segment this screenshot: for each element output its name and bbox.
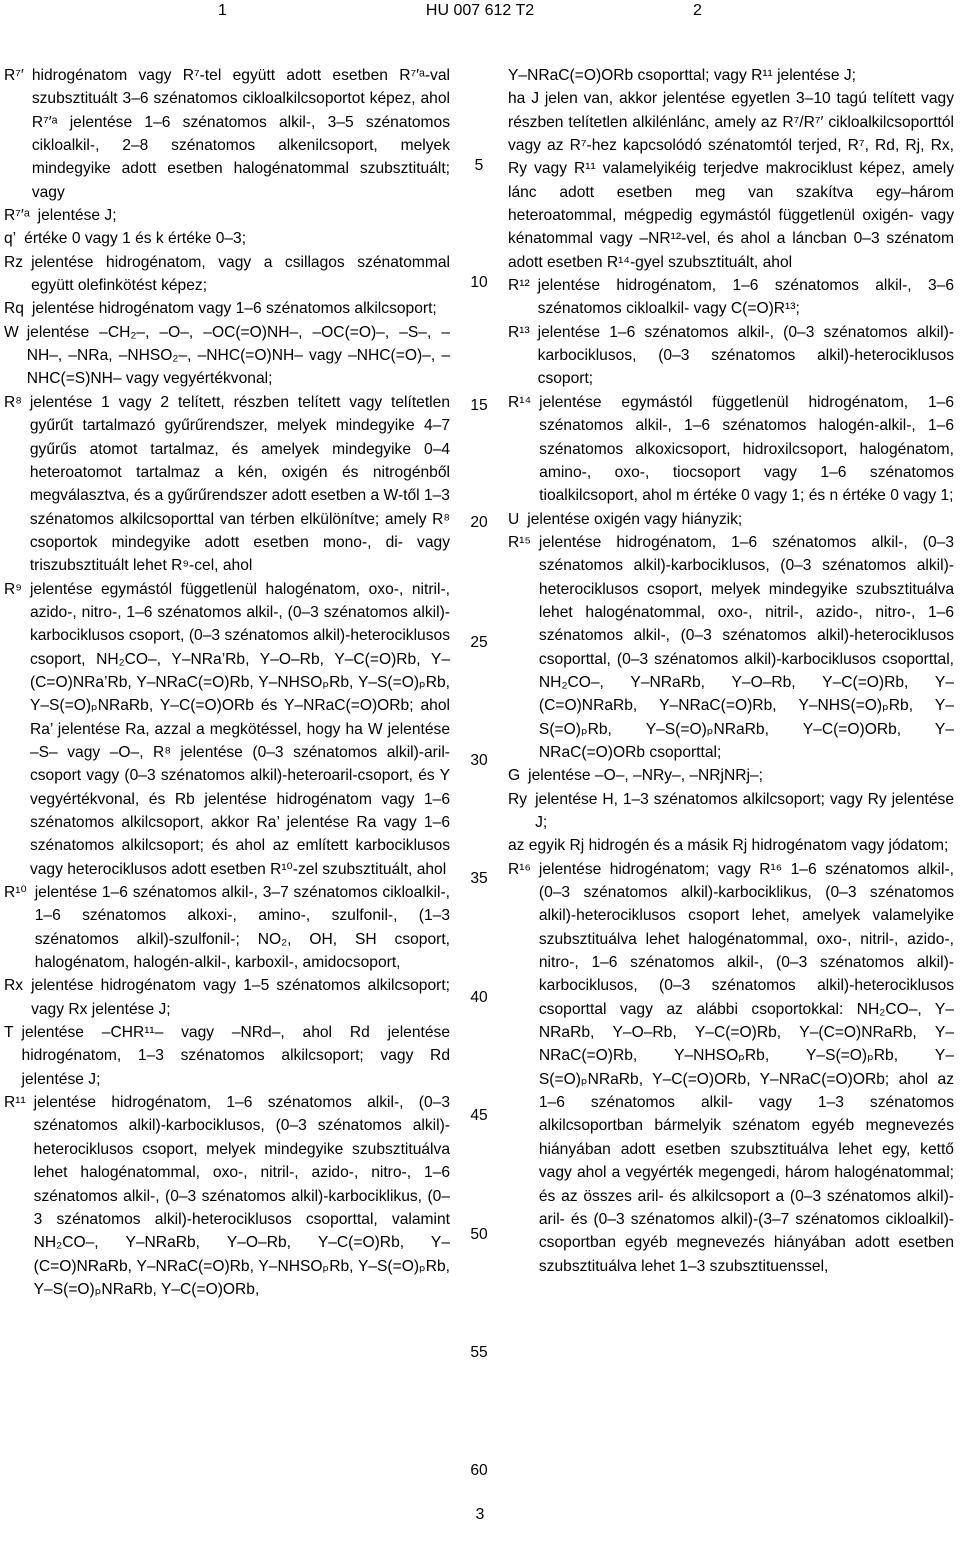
definition-text: jelentése hidrogénatom, 1–6 szénatomos alkil-, (0–3 szénatomos alkil)-karbociklusos, (0–3 szénatomos alkil)-heterociklusos csoport, melyek mindegyike szubsztituálva lehet halogénatommal, oxo-, nitril-, azido-, nitro-, 1–6 szénatomos alkil-, (0–3 szénatomos alkil)-karbociklikus, (0–3 szénatomos alkil)-heterociklusos csoporttal, valamint NH₂CO–, Y–NRaRb, Y–O–Rb, Y–C(=O)Rb, Y–(C=O)NRaRb, Y–NRaC(=O)Rb, Y–NHSOₚRb, Y–S(=O)ₚRb, Y–S(=O)ₚNRaRb, Y–C(=O)ORb, [33,1094,450,1298]
definition-text: jelentése hidrogénatom, 1–6 szénatomos alkil-, 3–6 szénatomos cikloalkil- vagy C(=O)R¹³; [537,277,954,318]
definition-label: R¹⁶ [508,860,531,878]
definition-label: R¹² [508,277,530,295]
definition-r9 [4,578,450,881]
definition-label: R¹⁴ [508,393,532,411]
line-number: 55 [470,1344,488,1361]
definition-rq [4,297,450,320]
line-number: 15 [470,397,488,414]
page-header [0,2,960,26]
definition-text: ha J jelen van, akkor jelentése egyetlen 3–10 tagú telített vagy részben telítetlen alkilénlánc, amely az R⁷/R⁷′ cikloalkilcsoporttól vagy az R⁷-hez kapcsolódó szénatomtól terjed, R⁷, Rd, Rj, Rx, Ry vagy R¹¹ valamelyikéig terjedve makrociklust képez, amely lánc adott esetben meg van szakítva egy–három heteroatommal, mégpedig egymástól függetlenül oxigén- vagy kénatommal vagy –NR¹²-vel, és ahol a láncban 0–3 szénatom adott esetben R¹⁴-gyel szubsztituált, ahol [508,90,954,271]
line-number: 30 [470,752,488,769]
definition-text: jelentése –CH₂–, –O–, –OC(=O)NH–, –OC(=O)–, –S–, –NH–, –NRa, –NHSO₂–, –NHC(=O)NH– vagy –NHC(=O)–, –NHC(=S)NH– vagy vegyértékvonal; [26,323,450,388]
line-number: 40 [470,989,488,1006]
definition-g [508,764,954,787]
definition-label: R¹⁵ [508,533,531,551]
definition-text: jelentése hidrogénatom; vagy R¹⁶ 1–6 szénatomos alkil-, (0–3 szénatomos alkil)-karbociklikus, (0–3 szénatomos alkil)-heterociklusos csoport lehet, amelyek valamelyike szubsztituálva lehet halogénatommal, oxo-, nitril-, azido-, nitro-, 1–6 szénatomos alkil-, (0–3 szénatomos alkil)-karbociklusos, (0–3 szénatomos alkil)-heterociklusos csoporttal vagy az alábbi csoportokkal: NH₂CO–, Y–NRaRb, Y–O–Rb, Y–C(=O)Rb, Y–(C=O)NRaRb, Y–NRaC(=O)Rb, Y–NHSOₚRb, Y–S(=O)ₚRb, Y–S(=O)ₚNRaRb, Y–C(=O)ORb, Y–NRaC(=O)ORb; ahol az 1–6 szénatomos alkil- vagy 1–3 szénatomos alkilcsoportban bármelyik szénatom egyéb megnevezés hiányában adott esetben szubsztituálva lehet egy, kettő vagy ahol a vegyérték megengedi, három halogénatommal; és az összes aril- és alkilcsoport a (0–3 szénatomos alkil)-aril- és (0–3 szénatomos alkil)-(3–7 szénatomos cikloalkil)-csoportban egyéb megnevezés hiányában adott esetben szubsztituálva lehet 1–3 szubsztituenssel, [538,860,954,1275]
definition-u [508,508,954,531]
definition-continued [508,64,954,87]
definition-label: W [4,323,19,341]
definition-r15 [508,531,954,764]
definition-text: jelentése hidrogénatom vagy 1–5 szénatomos alkilcsoport; vagy Rx jelentése J; [31,977,450,1018]
definition-text: jelentése hidrogénatom, vagy a csillagos szénatommal együtt olefinkötést képez; [31,253,450,295]
definition-label: R⁷′ [4,67,24,84]
definition-rz [4,251,450,298]
definition-label: R⁷′ᵃ [4,207,30,225]
definition-text: jelentése 1–6 szénatomos alkil-, 3–7 szénatomos cikloalkil-, 1–6 szénatomos alkoxi-, amino-, szulfonil-, (1–3 szénatomos alkil)-szulfonil-; NO₂, OH, SH csoport, halogénatom, halogén-alkil-, karboxil-, amidocsoport, [34,884,450,972]
definition-ry [508,788,954,835]
definition-t [4,1021,450,1091]
definition-rj [508,834,954,857]
definition-text: jelentése hidrogénatom vagy 1–6 szénatomos alkilcsoport; [31,300,437,318]
line-number: 5 [474,157,484,174]
definition-r11 [4,1091,450,1301]
left-column [4,64,450,1301]
definition-r12 [508,274,954,321]
definition-text: jelentése 1 vagy 2 telített, részben telített vagy telítetlen gyűrűt tartalmazó gyűrűrendszer, melyek mindegyike 4–7 gyűrűs atomot tartalmaz, és amelyek mindegyike 0–4 heteroatomot tartalmaz a kén, oxigén és nitrogénből megválasztva, és a gyűrűrendszer adott esetben a W-től 1–3 szénatomos alkilcsoporttal van térben elkülönítve; amely R⁸ csoportok mindegyike adott esetben mono-, di- vagy triszubsztituált lehet R⁹-cel, ahol [29,393,450,575]
definition-text: jelentése J; [37,207,117,225]
right-column [508,64,954,1278]
definition-r16 [508,858,954,1278]
footer-page-number: 3 [475,1506,485,1523]
definition-r14 [508,391,954,508]
definition-label: R¹¹ [4,1094,26,1112]
definition-j [508,87,954,274]
definition-text: jelentése –CHR¹¹– vagy –NRd–, ahol Rd jelentése hidrogénatom, 1–3 szénatomos alkilcsoport; vagy Rd jelentése J; [21,1024,450,1088]
definition-w [4,321,450,391]
definition-label: R¹³ [508,323,530,341]
definition-label: Rx [4,977,24,995]
definition-text: jelentése hidrogénatom, 1–6 szénatomos alkil-, (0–3 szénatomos alkil)-karbociklusos, (0–3 szénatomos alkil)-heterociklusos csoport, melyek mindegyike szubsztituálva lehet halogénatommal, oxo-, nitril-, azido-, nitro-, 1–6 szénatomos alkil-, (0–3 szénatomos alkil)-heterociklusos csoporttal, (0–3 szénatomos alkil)-karbociklusos csoporttal, NH₂CO–, Y–NRaRb, Y–O–Rb, Y–C(=O)Rb, Y–(C=O)NRaRb, Y–NRaC(=O)Rb, Y–NHS(=O)ₚRb, Y–S(=O)ₚRb, Y–S(=O)ₚNRaRb, Y–C(=O)ORb, Y–NRaC(=O)ORb csoporttal; [538,533,954,761]
definition-label: T [4,1024,14,1042]
definition-r8 [4,391,450,578]
definition-label: Rz [4,253,24,271]
definition-label: U [508,510,520,528]
definition-r10 [4,881,450,974]
definition-label: R⁸ [4,393,22,411]
line-number: 35 [470,870,488,887]
line-number: 50 [470,1226,488,1243]
definition-text: értéke 0 vagy 1 és k értéke 0–3; [24,230,247,248]
definition-label: R⁹ [4,580,22,598]
right-page-number: 2 [693,2,702,19]
definition-text: jelentése egymástól függetlenül halogénatom, oxo-, nitril-, azido-, nitro-, 1–6 szénatomos alkil-, (0–3 szénatomos alkil)-karbociklusos csoport, (0–3 szénatomos alkil)-heterociklusos csoport, NH₂CO–, Y–NRa’Rb, Y–O–Rb, Y–C(=O)Rb, Y–(C=O)NRa’Rb, Y–NRaC(=O)Rb, Y–NHSOₚRb, Y–S(=O)ₚRb, Y–S(=O)ₚNRaRb, Y–C(=O)ORb és Y–NRaC(=O)ORb; ahol Ra’ jelentése Ra, azzal a megkötéssel, hogy ha W jelentése –S– vagy –O–, R⁸ jelentése (0–3 szénatomos alkil)-aril-csoport vagy (0–3 szénatomos alkil)-heteroaril-csoport, és Y vegyértékvonal, és Rb jelentése hidrogénatom vagy 1–6 szénatomos alkilcsoport, akkor Ra’ jelentése Ra vagy 1–6 szénatomos alkilcsoport; és ahol az említett karbociklusos vagy heterociklusos adott esetben R¹⁰-zel szubsztituált, ahol [29,580,450,878]
line-number: 45 [470,1107,488,1124]
line-numbers [462,64,496,1484]
definition-text: jelentése H, 1–3 szénatomos alkilcsoport; vagy Ry jelentése J; [535,790,954,831]
line-number: 60 [470,1462,488,1479]
definition-text: jelentése oxigén vagy hiányzik; [527,510,743,528]
definition-text: jelentése –O–, –NRy–, –NRjNRj–; [528,767,764,785]
definition-text: az egyik Rj hidrogén és a másik Rj hidrogénatom vagy jódatom; [508,837,949,855]
definition-label: q’ [4,230,17,248]
left-page-number: 1 [218,2,227,19]
definition-r13 [508,321,954,391]
definition-text: hidrogénatom vagy R⁷-tel együtt adott esetben R⁷′ᵃ-val szubsztituált 3–6 szénatomos cikloalkilcsoportot képez, ahol R⁷′ᵃ jelentése 1–6 szénatomos alkil-, 3–5 szénatomos cikloalkil-, 2–8 szénatomos alkenilcsoport, melyek mindegyike adott esetben halogénatommal szubsztituált; vagy [31,67,450,201]
definition-label: G [508,767,521,785]
definition-r7prime [4,64,450,204]
line-number: 20 [470,514,488,531]
definition-label: R¹⁰ [4,884,27,902]
definition-text: Y–NRaC(=O)ORb csoporttal; vagy R¹¹ jelentése J; [508,67,856,84]
definition-q [4,227,450,250]
line-number: 25 [470,634,488,651]
definition-label: Rq [4,300,24,318]
definition-r7prime-a [4,204,450,227]
definition-text: jelentése egymástól függetlenül hidrogénatom, 1–6 szénatomos alkil-, 1–6 szénatomos halogén-alkil-, 1–6 szénatomos alkoxicsoport, hidroxilcsoport, halogénatom, amino-, oxo-, tiocsoport vagy 1–6 szénatomos tioalkilcsoport, ahol m értéke 0 vagy 1; és n értéke 0 vagy 1; [539,393,954,505]
definition-rx [4,974,450,1021]
definition-label: Ry [508,790,528,808]
definition-text: jelentése 1–6 szénatomos alkil-, (0–3 szénatomos alkil)-karbociklusos, (0–3 szénatomos alkil)-heterociklusos csoport; [537,323,954,388]
line-number: 10 [470,274,488,291]
page-footer [0,1506,960,1524]
patent-number: HU 007 612 T2 [425,2,535,19]
